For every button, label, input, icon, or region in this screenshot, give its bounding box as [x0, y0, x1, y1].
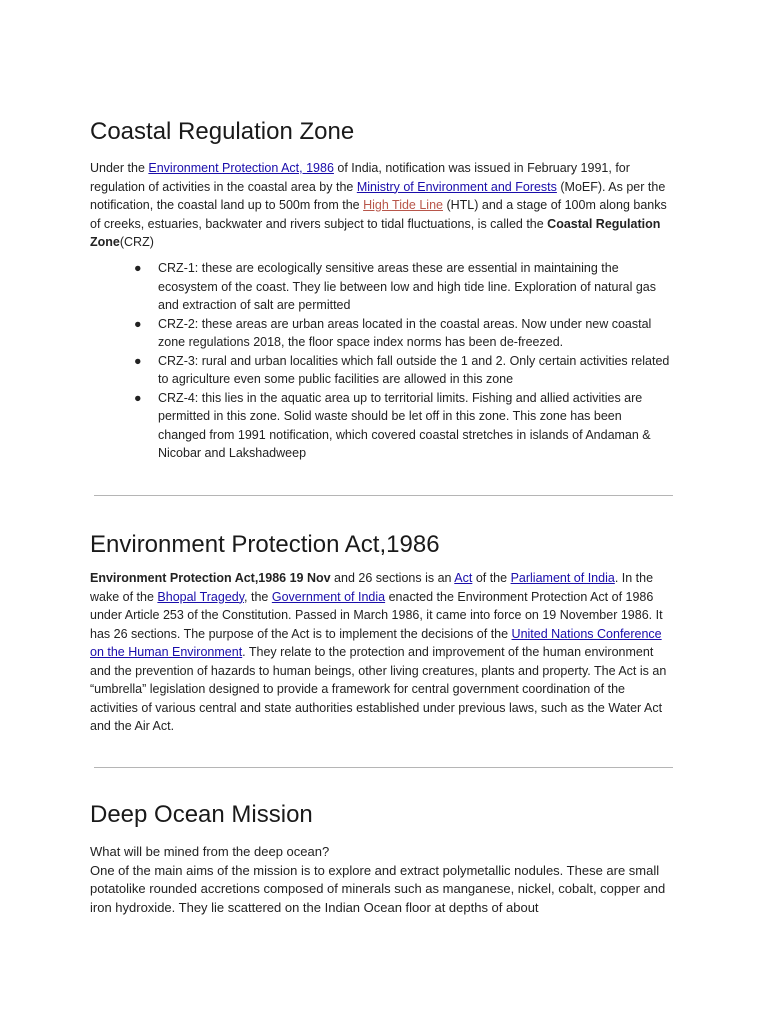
text-run: . They relate to the protection and improvement of the human environment and the prevention of hazards to human beings, other living creatures, plants and property. The Act is an “umbrella” legislation designed to provide a framework for central government coordination of the activities of various central and state authorities established under previous laws, such as the Water Act and the Air Act.	[90, 645, 667, 733]
deep-ocean-question: What will be mined from the deep ocean?	[90, 844, 330, 859]
crz-category-list	[90, 259, 670, 463]
bullet-icon: ●	[134, 261, 142, 275]
deep-ocean-paragraph	[90, 843, 670, 917]
link-un-conference-human-environment[interactable]: United Nations Conference on the Human Environment	[90, 626, 662, 659]
section-title-deep-ocean-mission: Deep Ocean Mission	[90, 801, 313, 828]
link-ministry-of-environment[interactable]: Ministry of Environment and Forests	[356, 179, 557, 194]
list-item-text: CRZ-2: these areas are urban areas located in the coastal areas. Now under new coastal zone regulations 2018, the floor space index norms has been de-freezed.	[158, 316, 652, 349]
list-item-crz-1	[90, 259, 670, 315]
link-high-tide-line[interactable]: High Tide Line	[363, 198, 443, 212]
text-run: (CRZ)	[119, 235, 154, 249]
list-item-text: CRZ-4: this lies in the aquatic area up to territorial limits. Fishing and allied activities are permitted in this zone. Solid waste should be let off in this zone. This zone has been changed from 1991 notification, which covered coastal stretches in islands of Andaman & Nicobar and Lakshadweep	[158, 390, 651, 460]
crz-intro-paragraph	[90, 159, 670, 252]
bullet-icon: ●	[134, 390, 142, 405]
bold-term-epa: Environment Protection Act,1986 19 Nov	[90, 571, 331, 585]
bold-term-crz: Coastal Regulation Zone	[90, 216, 661, 249]
deep-ocean-body: One of the main aims of the mission is to explore and extract polymetallic nodules. These are small potatolike rounded accretions composed of minerals such as manganese, nickel, cobalt, copper and iron hydroxide. They lie scattered on the Indian Ocean floor at depths of about	[90, 862, 666, 915]
list-item-crz-3	[90, 352, 670, 389]
section-divider	[94, 767, 673, 768]
link-bhopal-tragedy[interactable]: Bhopal Tragedy	[157, 589, 245, 604]
bullet-icon: ●	[134, 353, 142, 368]
epa-body-paragraph	[90, 569, 670, 736]
text-run: Under the	[90, 161, 149, 175]
text-run: (HTL) and a stage of 100m along banks of creeks, estuaries, backwater and rivers subject to tidal fluctuations, is called the	[90, 198, 667, 231]
link-environment-protection-act[interactable]: Environment Protection Act, 1986	[148, 161, 334, 175]
section-title-coastal-regulation-zone: Coastal Regulation Zone	[90, 118, 355, 145]
text-run: of the	[472, 571, 511, 585]
list-item-crz-2	[90, 315, 670, 352]
bullet-icon: ●	[134, 316, 142, 331]
text-run: of India, notification was issued in February 1991, for regulation of activities in the coastal area by the	[90, 161, 630, 194]
link-government-of-india[interactable]: Government of India	[271, 589, 386, 604]
section-divider	[94, 495, 673, 496]
text-run: , the	[244, 589, 272, 604]
list-item-text: CRZ-1: these are ecologically sensitive areas these are essential in maintaining the ecosystem of the coast. They lie between low and high tide line. Exploration of natural gas and extraction of salt are permitted	[158, 261, 656, 312]
link-parliament-of-india[interactable]: Parliament of India	[510, 571, 615, 585]
text-run: and 26 sections is an	[330, 571, 455, 585]
text-run: . In the wake of the	[90, 571, 654, 604]
list-item-text: CRZ-3: rural and urban localities which fall outside the 1 and 2. Only certain activities related to agriculture even some public facilities are allowed in this zone	[158, 353, 670, 386]
link-act[interactable]: Act	[454, 571, 473, 585]
text-run: (MoEF). As per the notification, the coastal land up to 500m from the	[90, 179, 666, 212]
text-run: enacted the Environment Protection Act of 1986 under Article 253 of the Constitution. Passed in March 1986, it came into force on 19 November 1986. It has 26 sections. The purpose of the Act is to implement the decisions of the	[90, 589, 663, 641]
section-title-environment-protection-act: Environment Protection Act,1986	[90, 531, 440, 558]
list-item-crz-4	[90, 389, 670, 463]
